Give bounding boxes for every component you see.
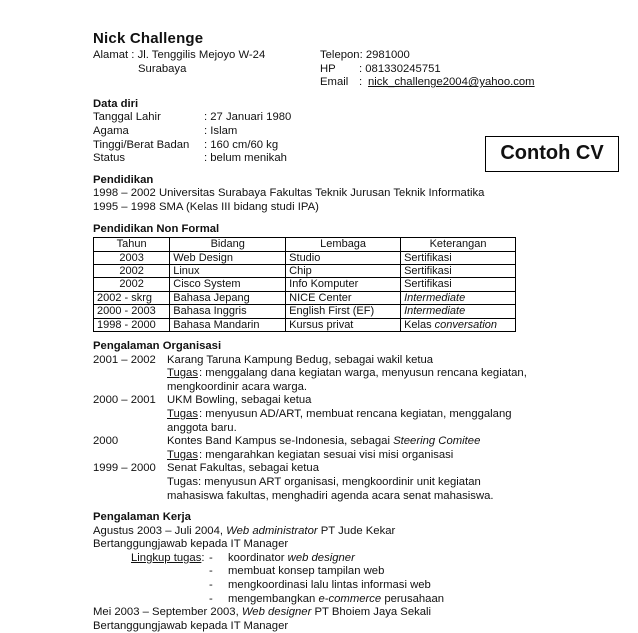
task-item — [93, 593, 623, 607]
contact-row-1 — [93, 49, 623, 63]
contact-row-2 — [93, 63, 623, 77]
data-diri-label: Status — [93, 152, 126, 165]
org-title — [167, 435, 480, 449]
task-text-pre: mengkoordinasi lalu lintas informasi web — [228, 579, 431, 592]
table-row — [94, 305, 516, 318]
tahun-cell: 2003 — [94, 251, 170, 264]
contact-row-3 — [93, 76, 623, 90]
task-text-emphasis: web designer — [287, 551, 355, 564]
lembaga-cell: Info Komputer — [286, 278, 401, 291]
job-2-company: PT Bhoiem Jaya Sekali — [311, 606, 432, 619]
contoh-cv-badge: Contoh CV — [485, 136, 619, 172]
org-entry-2 — [93, 394, 623, 408]
data-diri-value: : 160 cm/60 kg — [204, 138, 279, 151]
email-label: Email — [320, 76, 349, 89]
org-entry-2-tugas — [93, 408, 623, 422]
keterangan-text: Intermediate — [404, 305, 466, 318]
data-diri-heading: Data diri — [93, 97, 139, 110]
org-entry-3 — [93, 435, 623, 449]
lingkup-label — [131, 552, 205, 566]
non-formal-heading: Pendidikan Non Formal — [93, 222, 220, 235]
tugas-label: Tugas — [167, 407, 198, 420]
org-year: 2000 — [93, 435, 119, 448]
job-2-report: Bertanggungjawab kepada IT Manager — [93, 619, 289, 632]
task-text-pre: mengembangkan — [228, 592, 319, 605]
lembaga-cell: Kursus privat — [286, 318, 401, 331]
cv-page — [93, 30, 623, 633]
job-1-role: Web administrator — [226, 524, 318, 537]
org-title: Senat Fakultas, sebagai ketua — [167, 462, 319, 475]
bidang-cell: Bahasa Mandarin — [170, 318, 286, 331]
table-row — [94, 264, 516, 277]
job-2-role: Web designer — [241, 606, 312, 619]
tahun-cell: 2002 — [94, 264, 170, 277]
task-text — [228, 565, 384, 579]
bidang-cell: Cisco System — [170, 278, 286, 291]
tugas-text: Tugas: menyusun ART organisasi, mengkoordinir unit kegiatan — [167, 475, 481, 488]
task-text-emphasis: e-commerce — [318, 592, 382, 605]
data-diri-label: Agama — [93, 124, 129, 137]
data-diri-row — [93, 152, 623, 166]
organisasi-heading: Pengalaman Organisasi — [93, 339, 222, 352]
org-title-emphasis: Steering Comitee — [393, 435, 481, 448]
task-bullet: - — [209, 579, 213, 592]
job-1-company: PT Jude Kekar — [317, 524, 396, 537]
tugas-text: : mengarahkan kegiatan sesuai visi misi organisasi — [199, 448, 454, 461]
keterangan-cell — [401, 305, 516, 318]
job-1-title — [93, 525, 623, 539]
non-formal-table — [93, 237, 516, 332]
tahun-cell: 1998 - 2000 — [94, 318, 170, 331]
alamat-text: Alamat : Jl. Tenggilis Mejoyo W-24 — [93, 49, 266, 61]
table-row — [94, 291, 516, 304]
job-2-title — [93, 606, 623, 620]
job-1-task-list — [93, 552, 623, 606]
data-diri-row — [93, 111, 623, 125]
job-2-period: Mei 2003 – September 2003, — [93, 606, 242, 619]
col-tahun: Tahun — [94, 238, 170, 251]
keterangan-cell: Sertifikasi — [401, 251, 516, 264]
task-text-post: perusahaan — [381, 592, 445, 605]
tugas-label: Tugas — [167, 367, 198, 380]
col-bidang: Bidang — [170, 238, 286, 251]
task-text — [228, 579, 431, 593]
bidang-cell: Bahasa Jepang — [170, 291, 286, 304]
email-link[interactable]: nick_challenge2004@yahoo.com — [368, 76, 535, 89]
tugas-text-cont: mahasiswa fakultas, menghadiri agenda acara senat mahasiswa. — [167, 489, 494, 502]
bidang-cell: Linux — [170, 264, 286, 277]
job-1-period: Agustus 2003 – Juli 2004, — [93, 524, 227, 537]
keterangan-cell — [401, 291, 516, 304]
task-text — [228, 593, 444, 607]
task-item — [93, 565, 623, 579]
email-colon: : — [359, 76, 363, 89]
lingkup-label-text: Lingkup tugas — [131, 551, 202, 564]
org-entry-1-tugas — [93, 367, 623, 381]
job-1-report: Bertanggungjawab kepada IT Manager — [93, 538, 289, 551]
tugas-text: : menyusun AD/ART, membuat rencana kegiatan, menggalang — [199, 407, 512, 420]
task-bullet: - — [209, 592, 213, 605]
org-title: Karang Taruna Kampung Bedug, sebagai wakil ketua — [167, 353, 434, 366]
alamat-city: Surabaya — [138, 62, 187, 75]
table-row — [94, 278, 516, 291]
org-entry-1 — [93, 354, 623, 368]
lembaga-cell: Studio — [286, 251, 401, 264]
task-text — [228, 552, 355, 566]
keterangan-emphasis: conversation — [434, 318, 498, 331]
lembaga-cell: English First (EF) — [286, 305, 401, 318]
tugas-text: : menggalang dana kegiatan warga, menyusun rencana kegiatan, — [199, 367, 527, 380]
task-text-pre: membuat konsep tampilan web — [228, 565, 385, 578]
data-diri-label: Tanggal Lahir — [93, 111, 161, 124]
bidang-cell: Bahasa Inggris — [170, 305, 286, 318]
org-entry-4-tugas — [93, 476, 623, 490]
hp-label: HP — [320, 62, 336, 75]
org-entry-3-tugas — [93, 449, 623, 463]
tugas-text-cont: mengkoordinir acara warga. — [167, 380, 308, 393]
kerja-heading: Pengalaman Kerja — [93, 511, 191, 524]
task-bullet: - — [209, 551, 213, 564]
col-keterangan: Keterangan — [401, 238, 516, 251]
keterangan-text: Kelas — [404, 318, 435, 331]
table-row — [94, 318, 516, 331]
org-year: 2001 – 2002 — [93, 353, 156, 366]
non-formal-table-body — [94, 251, 516, 331]
tugas-text-cont: anggota baru. — [167, 421, 237, 434]
pendidikan-line-2: 1995 – 1998 SMA (Kelas III bidang studi IPA) — [93, 200, 319, 213]
keterangan-cell: Sertifikasi — [401, 278, 516, 291]
lembaga-cell: Chip — [286, 264, 401, 277]
org-entry-1-tugas-cont — [93, 381, 623, 395]
lembaga-cell: NICE Center — [286, 291, 401, 304]
data-diri-value: : Islam — [204, 124, 238, 137]
task-bullet: - — [209, 565, 213, 578]
tugas-label: Tugas — [167, 448, 198, 461]
pendidikan-heading: Pendidikan — [93, 173, 154, 186]
org-year: 2000 – 2001 — [93, 394, 156, 407]
cv-name: Nick Challenge — [93, 30, 204, 47]
org-entry-4-tugas-cont — [93, 490, 623, 504]
tahun-cell: 2000 - 2003 — [94, 305, 170, 318]
tahun-cell: 2002 - skrg — [94, 291, 170, 304]
org-title-text: Kontes Band Kampus se-Indonesia, sebagai — [167, 435, 394, 448]
org-year: 1999 – 2000 — [93, 462, 156, 475]
bidang-cell: Web Design — [170, 251, 286, 264]
org-entry-2-tugas-cont — [93, 422, 623, 436]
table-header-row — [94, 238, 516, 251]
task-text-pre: koordinator — [228, 551, 288, 564]
telepon-text: Telepon: 2981000 — [320, 49, 410, 61]
col-lembaga: Lembaga — [286, 238, 401, 251]
task-item — [93, 552, 623, 566]
hp-value: : 081330245751 — [359, 62, 441, 75]
org-title: UKM Bowling, sebagai ketua — [167, 394, 312, 407]
keterangan-cell: Sertifikasi — [401, 264, 516, 277]
task-item — [93, 579, 623, 593]
data-diri-row — [93, 125, 623, 139]
tahun-cell: 2002 — [94, 278, 170, 291]
data-diri-label: Tinggi/Berat Badan — [93, 138, 190, 151]
pendidikan-line-1: 1998 – 2002 Universitas Surabaya Fakultas Teknik Jurusan Teknik Informatika — [93, 187, 485, 200]
table-row — [94, 251, 516, 264]
keterangan-text: Intermediate — [404, 291, 466, 304]
data-diri-value: : 27 Januari 1980 — [204, 111, 292, 124]
lingkup-colon: : — [201, 551, 205, 564]
org-entry-4 — [93, 462, 623, 476]
keterangan-cell — [401, 318, 516, 331]
data-diri-list — [93, 111, 623, 165]
data-diri-value: : belum menikah — [204, 152, 287, 165]
data-diri-row — [93, 139, 623, 153]
